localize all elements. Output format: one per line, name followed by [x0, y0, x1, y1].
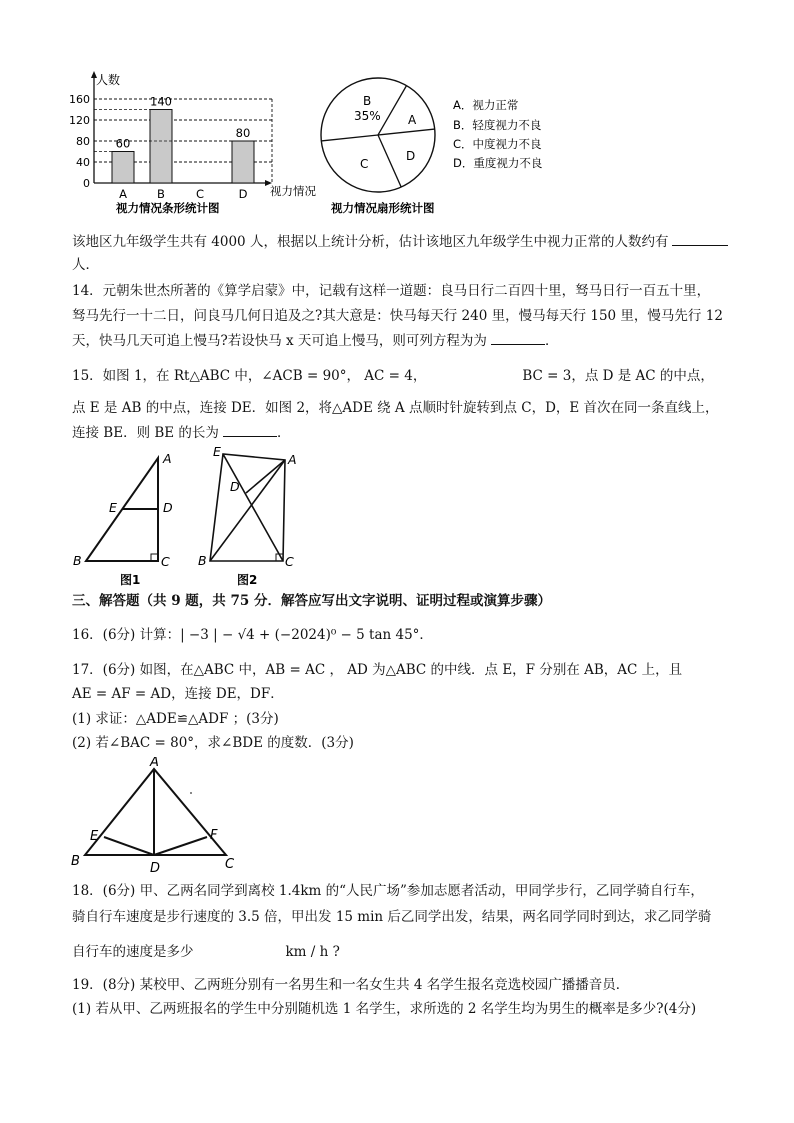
q15-line2: 点 E 是 AB 的中点，连接 DE．如图 2，将△ADE 绕 A 点顺时针旋转到点 C，D，E 首次在同一条直线上，: [72, 400, 719, 416]
pie-label-b: B: [363, 94, 372, 108]
q17-label-a: A: [150, 757, 159, 770]
right-angle-mark: [151, 554, 158, 561]
q17-part1: (1) 求证：△ADE≌△ADF ；(3分): [72, 711, 279, 727]
y-tick-label: 0: [83, 177, 90, 190]
q14-line3: 天，快马几天可追上慢马?若设快马 x 天可追上慢马，则可列方程为为 ．: [72, 330, 732, 351]
bar-d: [232, 141, 254, 183]
segment-de: [104, 837, 154, 855]
pie-legend-c: C．中度视力不良: [453, 137, 542, 151]
bar-chart-caption: 视力情况条形统计图: [116, 201, 220, 215]
fig2-label-e: E: [213, 444, 221, 459]
q19-line2: (1) 若从甲、乙两班报名的学生中分别随机选 1 名学生，求所选的 2 名学生均为男生的概率是多少?(4分): [72, 1001, 697, 1017]
q13-line1: 该地区九年级学生共有 4000 人，根据以上统计分析，估计该地区九年级学生中视力正常的人数约有: [72, 231, 732, 252]
answer-blank: [672, 231, 728, 246]
pie-boundary-d: [378, 129, 435, 135]
q18-line1: 18．(6分) 甲、乙两名同学到离校 1.4km 的“人民广场”参加志愿者活动，甲同学步行，乙同学骑自行车，: [72, 883, 704, 899]
bar-value-label: 80: [235, 126, 251, 140]
fig1-label-b: B: [73, 553, 82, 568]
q17-figure: [70, 757, 250, 877]
y-tick-label: 120: [69, 114, 90, 127]
q17-label-c: C: [225, 857, 235, 872]
pie-boundary-a: [378, 86, 407, 135]
q16-line: 16．(6分) 计算：| −3 | − √4 + (−2024)⁰ − 5 tan 45°．: [72, 627, 433, 643]
q17-label-e: E: [90, 829, 99, 844]
bar-value-label: 140: [150, 94, 172, 109]
bar-chart: [60, 66, 330, 222]
answer-blank: [491, 330, 545, 345]
x-tick-label: B: [157, 187, 165, 201]
pie-label-d: D: [406, 149, 416, 163]
q14-line1: 14．元朝朱世杰所著的《算学启蒙》中，记载有这样一道题：良马日行二百四十里，驽马日行一百五十里，: [72, 283, 711, 299]
q19-line1: 19．(8分) 某校甲、乙两班分别有一名男生和一名女生共 4 名学生报名竞选校园广播播音员．: [72, 977, 630, 993]
q18-line3: 自行车的速度是多少 km / h ?: [72, 944, 340, 960]
x-tick-label: C: [195, 187, 205, 201]
fig2-label-b: B: [198, 553, 207, 568]
stray-dot: [190, 792, 192, 794]
fig2-label-a: A: [288, 452, 297, 467]
q14-line2: 驽马先行一十二日，问良马几何日追及之?其大意是：快马每天行 240 里，慢马每天行 150 里，慢马先行 12: [72, 308, 723, 324]
bar-a: [112, 152, 134, 184]
fig1-label-d: D: [163, 500, 173, 515]
fig1-caption: 图1: [120, 573, 141, 587]
pie-legend-b: B．轻度视力不良: [453, 118, 542, 132]
pie-legend-a: A．视力正常: [453, 98, 519, 112]
q17-line2: AE = AF = AD，连接 DE，DF．: [72, 686, 284, 702]
segment-da: [246, 460, 285, 493]
pie-chart-caption: 视力情况扇形统计图: [331, 201, 435, 215]
fig2-caption: 图2: [237, 573, 258, 587]
q13-line2: 人．: [72, 257, 99, 273]
q17-label-f: F: [210, 828, 218, 843]
section-3-heading: 三、解答题（共 9 题，共 75 分．解答应写出文字说明、证明过程或演算步骤）: [72, 593, 551, 609]
bar-value-label: 60: [115, 136, 131, 151]
pie-label-a: A: [408, 113, 417, 127]
pie-label-c: C: [360, 157, 369, 171]
y-tick-label: 160: [69, 93, 90, 106]
q15-figure-1: [70, 450, 190, 590]
x-tick-label: A: [119, 187, 127, 201]
fig2-label-c: C: [285, 554, 294, 569]
q17-label-b: B: [71, 854, 80, 869]
q17-line1: 17．(6分) 如图，在△ABC 中，AB = AC ， AD 为△ABC 的中线．点 E，F 分别在 AB，AC 上，且: [72, 662, 683, 678]
pie-legend-d: D．重度视力不良: [453, 156, 543, 170]
fig1-label-e: E: [109, 500, 117, 515]
fig1-label-a: A: [163, 451, 172, 466]
pie-boundary-c: [378, 135, 401, 187]
answer-blank: [223, 422, 277, 437]
x-tick-label: D: [238, 187, 248, 201]
pie-chart-slices: [321, 78, 435, 192]
pie-boundary-b: [321, 135, 378, 141]
q17-label-d: D: [150, 861, 161, 876]
pie-label-b-percent: 35%: [354, 109, 381, 123]
bar-chart-ylabel: 人数: [96, 73, 121, 87]
q15-line1: 15．如图 1，在 Rt△ABC 中，∠ACB = 90°， AC = 4， BC = 3，点 D 是 AC 的中点，: [72, 368, 714, 384]
y-tick-label: 40: [76, 156, 90, 169]
bar-chart-marks: [94, 95, 254, 202]
q18-line2: 骑自行车速度是步行速度的 3.5 倍，甲出发 15 min 后乙同学出发，结果，两名同学同时到达，求乙同学骑: [72, 909, 712, 925]
bar-b: [150, 110, 172, 184]
q17-part2: (2) 若∠BAC = 80°，求∠BDE 的度数．(3分): [72, 735, 354, 751]
q15-line3: 连接 BE．则 BE 的长为 ．: [72, 422, 732, 443]
q15-figure-2: [195, 443, 307, 590]
fig2-label-d: D: [230, 479, 240, 494]
segment-df: [154, 837, 207, 855]
bar-chart-xlabel: 视力情况: [270, 184, 316, 198]
y-tick-label: 80: [76, 135, 90, 148]
pie-chart: [315, 74, 565, 222]
triangle-abc: [85, 769, 226, 855]
fig1-label-c: C: [161, 554, 170, 569]
